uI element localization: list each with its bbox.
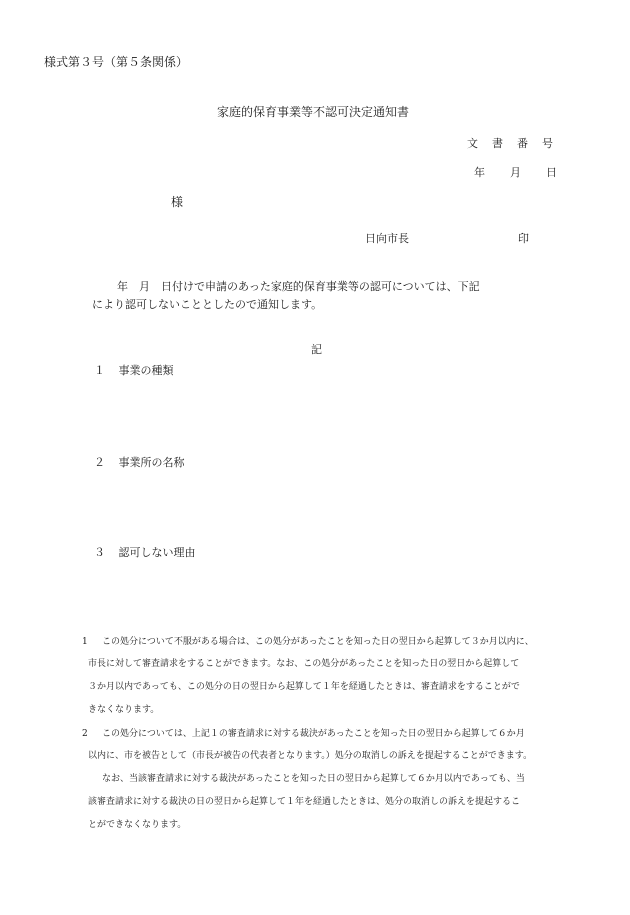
- ki-heading: 記: [311, 343, 322, 356]
- item-label: 事業所の名称: [118, 456, 185, 469]
- note-line: きなくなります。: [88, 705, 160, 715]
- issuer-seal: 印: [518, 232, 529, 245]
- list-item: [94, 456, 185, 469]
- recipient-suffix: 様: [171, 195, 184, 209]
- date-day: 日: [546, 166, 557, 179]
- list-item: [94, 546, 196, 559]
- item-number: ３: [94, 546, 105, 559]
- list-item: [94, 364, 174, 377]
- note-line: 該審査請求に対する裁決の日の翌日から起算して１年を経過したときは、処分の取消しの訴えを提起するこ: [88, 797, 521, 807]
- body-line-2: により認可しないこととしたので通知します。: [92, 298, 323, 311]
- note-number: 1: [82, 637, 88, 647]
- note-line: ３か月以内であっても、この処分の日の翌日から起算して１年を経過したときは、審査請求をすることがで: [88, 682, 520, 692]
- date-month: 月: [510, 166, 521, 179]
- issuer-name: 日向市長: [365, 232, 409, 245]
- item-number: １: [94, 364, 105, 377]
- item-number: ２: [94, 456, 105, 469]
- note-line: この処分について不服がある場合は、この処分があったことを知った日の翌日から起算して３か月以内に、: [102, 637, 534, 647]
- note-line: 以内に、市を被告として（市長が被告の代表者となります。）処分の取消しの訴えを提起することができます。: [88, 751, 533, 761]
- note-number: 2: [82, 729, 88, 739]
- date-year: 年: [474, 166, 485, 179]
- form-label: 様式第３号（第５条関係）: [44, 55, 189, 69]
- document-title: 家庭的保育事業等不認可決定通知書: [217, 105, 410, 119]
- item-label: 認可しない理由: [118, 546, 196, 559]
- item-label: 事業の種類: [118, 364, 174, 377]
- note-line: 市長に対して審査請求をすることができます。なお、この処分があったことを知った日の翌日から起算して: [88, 659, 520, 669]
- note-line: この処分については、上記１の審査請求に対する裁決があったことを知った日の翌日から起算して６か月: [102, 729, 525, 739]
- body-line-1: 年 月 日付けで申請のあった家庭的保育事業等の認可については、下記: [117, 280, 480, 293]
- note-line: とができなくなります。: [88, 820, 187, 830]
- note-line: なお、当該審査請求に対する裁決があったことを知った日の翌日から起算して６か月以内であっても、当: [102, 774, 525, 784]
